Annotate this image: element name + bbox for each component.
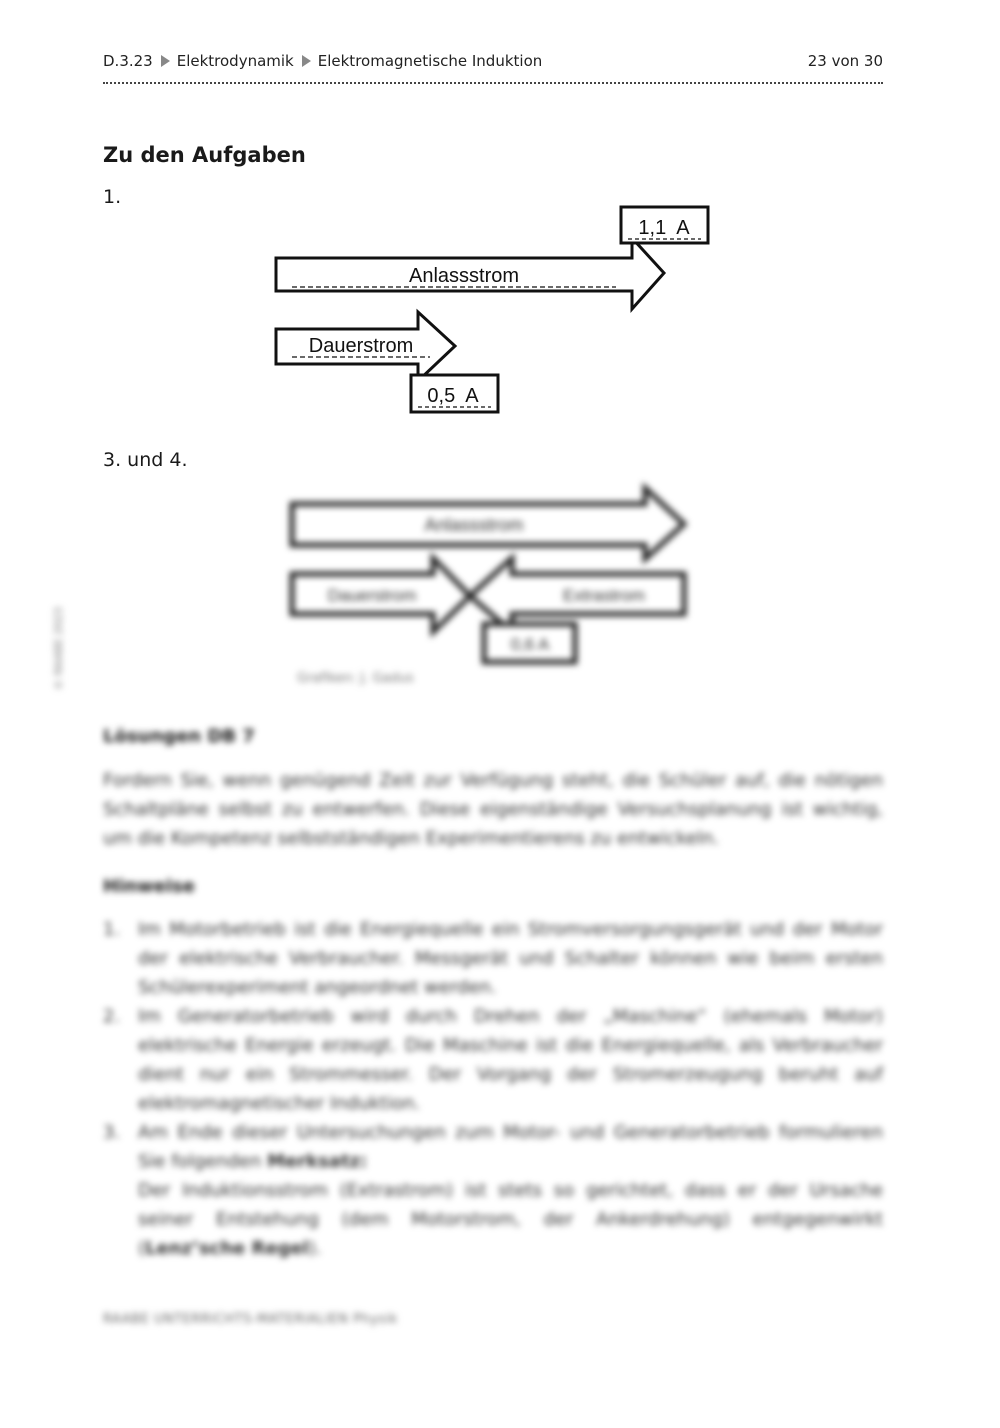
anlassstrom-label: Anlassstrom	[408, 265, 520, 287]
side-copyright: © RAABE 2023	[52, 606, 65, 690]
anlassstrom-label-2: Anlassstrom	[424, 515, 524, 535]
figure-credit: Grafiken: J. Gadus	[297, 671, 414, 686]
page-number: 23 von 30	[807, 52, 883, 70]
solutions-title: Lösungen DB 7	[103, 726, 255, 747]
task-34-label: 3. und 4.	[103, 449, 188, 471]
hints-title: Hinweise	[103, 876, 195, 897]
current-diagram-2	[285, 480, 695, 670]
list-item: 3. Am Ende dieser Untersuchungen zum Motor- und Generatorbetrieb formulieren Sie folgenden Merksatz: Der Induktionsstrom (Extrastrom) ist stets so gerichtet, dass er der Ursache seiner Entstehung (dem Motorstrom, der Ankerdrehung) entgegenwirkt (Lenz’sche Regel).	[103, 1122, 883, 1259]
dauer-value: 0,5 A	[427, 385, 479, 407]
hints-list	[103, 915, 883, 1263]
current-diagram-1	[270, 200, 720, 420]
page-footer: RAABE UNTERRICHTS-MATERIALIEN Physik	[103, 1312, 398, 1327]
section-title: Zu den Aufgaben	[103, 143, 306, 167]
breadcrumb-item-induktion: Elektromagnetische Induktion	[317, 52, 543, 70]
extra-value: 0,6 A	[510, 635, 550, 654]
triangle-right-icon	[161, 55, 170, 67]
triangle-right-icon	[302, 55, 311, 67]
anlass-value: 1,1 A	[638, 217, 690, 239]
list-item: 1. Im Motorbetrieb ist die Energiequelle ein Stromversorgungsgerät und der Motor der elektrische Verbraucher. Messgerät und Schalter können wie beim ersten Schülerexperiment angeordnet werden.	[103, 919, 883, 998]
breadcrumb-item-elektrodynamik: Elektrodynamik	[176, 52, 294, 70]
dauerstrom-label-2: Dauerstrom	[327, 586, 417, 605]
page-header	[103, 50, 883, 84]
task-1-label: 1.	[103, 186, 122, 208]
dauerstrom-label: Dauerstrom	[308, 335, 414, 357]
breadcrumb	[103, 52, 542, 70]
solutions-intro: Fordern Sie, wenn genügend Zeit zur Verfügung steht, die Schüler auf, die nötigen Schaltpläne selbst zu entwerfen. Diese eigenständige Versuchsplanung ist wichtig, um die Kompetenz selbstständigen Experimentierens zu entwickeln.	[103, 770, 883, 849]
list-item: 2. Im Generatorbetrieb wird durch Drehen der „Maschine“ (ehemals Motor) elektrische Energie erzeugt. Die Maschine ist die Energiequelle, als Verbraucher dient nur ein Strommesser. Der Vorgang der Stromerzeugung beruht auf elektromagnetischer Induktion.	[103, 1006, 883, 1114]
extrastrom-label: Extrastrom	[562, 586, 646, 605]
chapter-code: D.3.23	[103, 52, 153, 70]
